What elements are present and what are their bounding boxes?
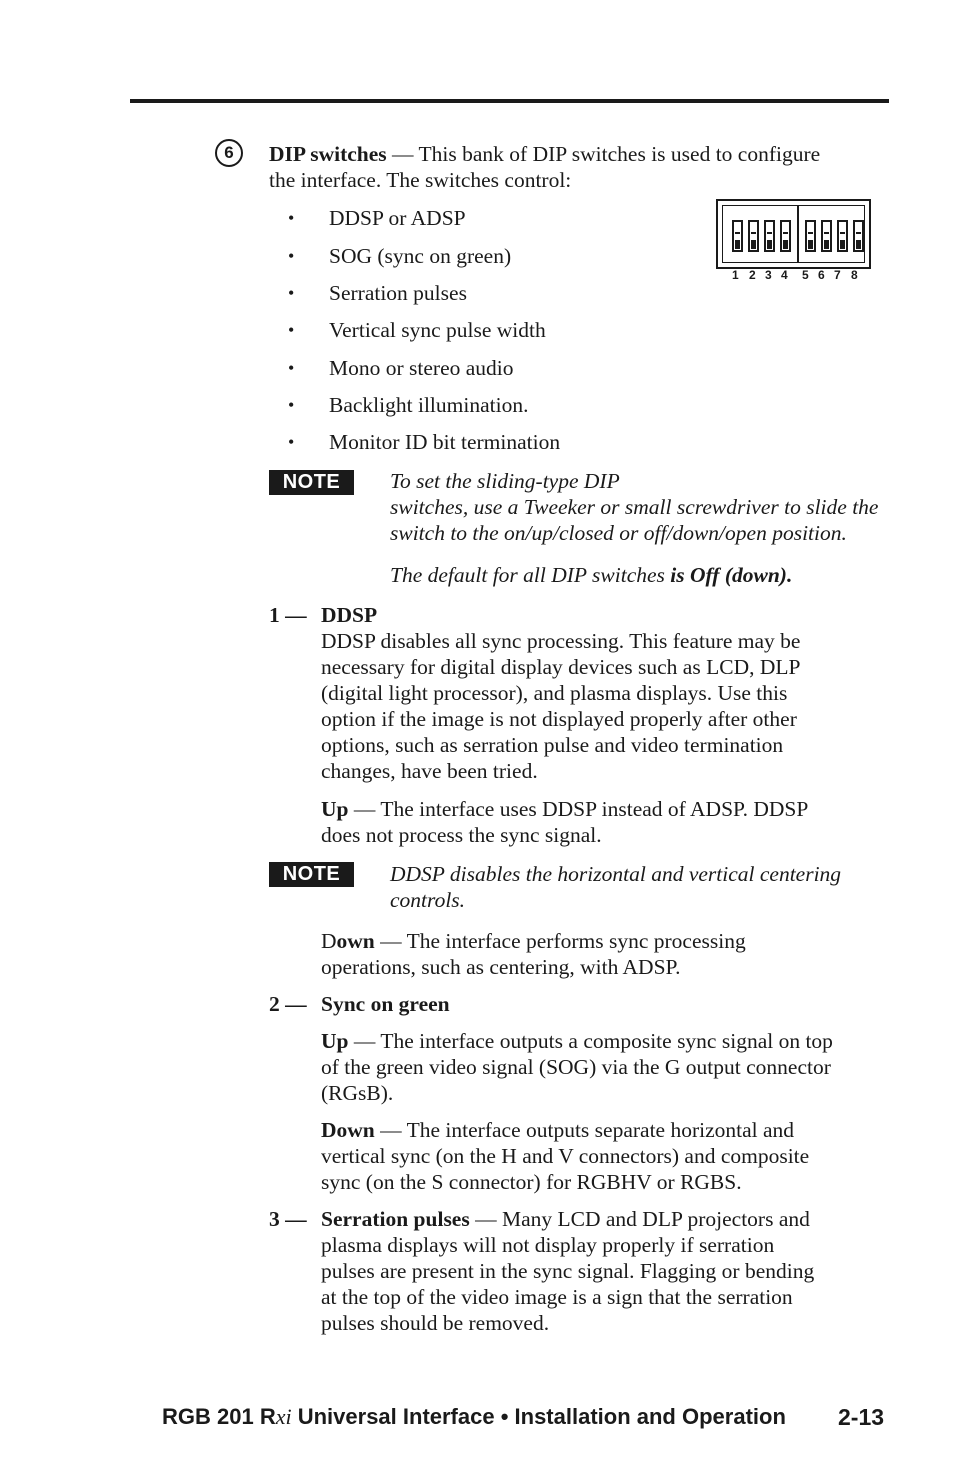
intro-title: DIP switches [269, 142, 387, 166]
sec1-para-line: DDSP disables all sync processing. This feature may be [321, 629, 801, 653]
bullet-item: Monitor ID bit termination [329, 430, 561, 454]
bullet-item: DDSP or ADSP [329, 206, 466, 230]
footer-title-a: RGB 201 R [162, 1404, 276, 1429]
dip-switch-housing [722, 205, 865, 263]
sec2-down-label: Down [321, 1118, 375, 1142]
sec2-up-line-1 [321, 1028, 833, 1054]
sec1-para-line: changes, have been tried. [321, 759, 538, 783]
footer-title-xi: xi [275, 1404, 292, 1429]
sec1-down-initial: D [321, 929, 337, 953]
sec1-para-line: option if the image is not displayed properly after other [321, 707, 797, 731]
dip-number: 2 [749, 268, 756, 282]
note2-line-1: DDSP disables the horizontal and vertical centering [390, 862, 842, 886]
sec1-para-line: options, such as serration pulse and video termination [321, 733, 784, 757]
sec1-label: 1 — [269, 603, 307, 627]
bullet-marker: • [288, 395, 295, 415]
page-number: 2-13 [838, 1404, 885, 1430]
footer-title [162, 1404, 786, 1430]
sec1-title: DDSP [321, 603, 378, 627]
intro-line-1 [269, 141, 820, 167]
sec1-up-label: Up [321, 797, 349, 821]
note1-line-3: switch to the on/up/closed or off/down/open position. [390, 521, 847, 545]
dip-number: 5 [802, 268, 809, 282]
sec2-up-line-2: of the green video signal (SOG) via the G output connector [321, 1055, 831, 1079]
sec3-line: pulses are present in the sync signal. Flagging or bending [321, 1259, 815, 1283]
sec3-text: — Many LCD and DLP projectors and [469, 1207, 810, 1231]
sec2-label: 2 — [269, 992, 307, 1016]
dip-switch-3 [764, 220, 775, 252]
dip-switch-1 [732, 220, 743, 252]
bullet-item: Backlight illumination. [329, 393, 529, 417]
sec1-up-line-1 [321, 796, 808, 822]
note-badge: NOTE [269, 862, 354, 887]
dip-switch-7 [837, 220, 848, 252]
dip-switch-6 [821, 220, 832, 252]
sec1-down-label: own [336, 929, 375, 953]
intro-text: — This bank of DIP switches is used to configure [386, 142, 821, 166]
sec3-label: 3 — [269, 1207, 307, 1231]
sec2-down-text: — The interface outputs separate horizontal and [374, 1118, 795, 1142]
dip-switch-4 [780, 220, 791, 252]
dip-switch-figure [716, 199, 871, 269]
sec2-down-line-2: vertical sync (on the H and V connectors) and composite [321, 1144, 810, 1168]
bullet-marker: • [288, 432, 295, 452]
dip-switch-5 [805, 220, 816, 252]
sec2-down-line-1 [321, 1117, 794, 1143]
bullet-item: Vertical sync pulse width [329, 318, 546, 342]
bullet-marker: • [288, 208, 295, 228]
note1-default-value: is Off (down). [670, 563, 793, 587]
bullet-marker: • [288, 246, 295, 266]
sec1-down-text: — The interface performs sync processing [374, 929, 746, 953]
note1-line-1: To set the sliding-type DIP [390, 469, 620, 493]
dip-switch-8 [853, 220, 864, 252]
sec3-line-1 [321, 1206, 810, 1232]
header-rule [130, 99, 889, 103]
sec2-title: Sync on green [321, 992, 450, 1016]
bullet-item: SOG (sync on green) [329, 244, 512, 268]
dip-number: 4 [781, 268, 788, 282]
note1-line-2: switches, use a Tweeker or small screwdriver to slide the [390, 495, 879, 519]
sec1-down-line-1 [321, 928, 746, 954]
note1-default-text: The default for all DIP switches [390, 563, 671, 587]
sec2-down-line-3: sync (on the S connector) for RGBHV or RGBS. [321, 1170, 742, 1194]
item-number-circle: 6 [215, 139, 243, 167]
dip-number: 1 [732, 268, 739, 282]
dip-switch-divider [797, 206, 799, 262]
sec3-line: plasma displays will not display properly if serration [321, 1233, 775, 1257]
dip-number: 8 [851, 268, 858, 282]
bullet-marker: • [288, 358, 295, 378]
intro-line-2: the interface. The switches control: [269, 168, 572, 192]
sec1-down-line-2: operations, such as centering, with ADSP. [321, 955, 681, 979]
sec3-title: Serration pulses [321, 1207, 470, 1231]
sec1-up-line-2: does not process the sync signal. [321, 823, 602, 847]
footer-title-b: Universal Interface • Installation and Operation [291, 1404, 786, 1429]
note2-line-2: controls. [390, 888, 466, 912]
sec1-up-text: — The interface uses DDSP instead of ADSP. DDSP [348, 797, 809, 821]
sec1-para-line: (digital light processor), and plasma displays. Use this [321, 681, 788, 705]
sec3-line: pulses should be removed. [321, 1311, 550, 1335]
sec2-up-label: Up [321, 1029, 349, 1053]
note1-default [390, 562, 792, 588]
sec2-up-text: — The interface outputs a composite sync signal on top [348, 1029, 833, 1053]
dip-switch-2 [748, 220, 759, 252]
dip-number: 3 [765, 268, 772, 282]
dip-number: 6 [818, 268, 825, 282]
sec3-line: at the top of the video image is a sign that the serration [321, 1285, 793, 1309]
note-badge: NOTE [269, 470, 354, 495]
bullet-marker: • [288, 320, 295, 340]
sec1-para-line: necessary for digital display devices such as LCD, DLP [321, 655, 801, 679]
bullet-item: Mono or stereo audio [329, 356, 514, 380]
dip-number: 7 [834, 268, 841, 282]
bullet-marker: • [288, 283, 295, 303]
sec2-up-line-3: (RGsB). [321, 1081, 394, 1105]
bullet-item: Serration pulses [329, 281, 467, 305]
